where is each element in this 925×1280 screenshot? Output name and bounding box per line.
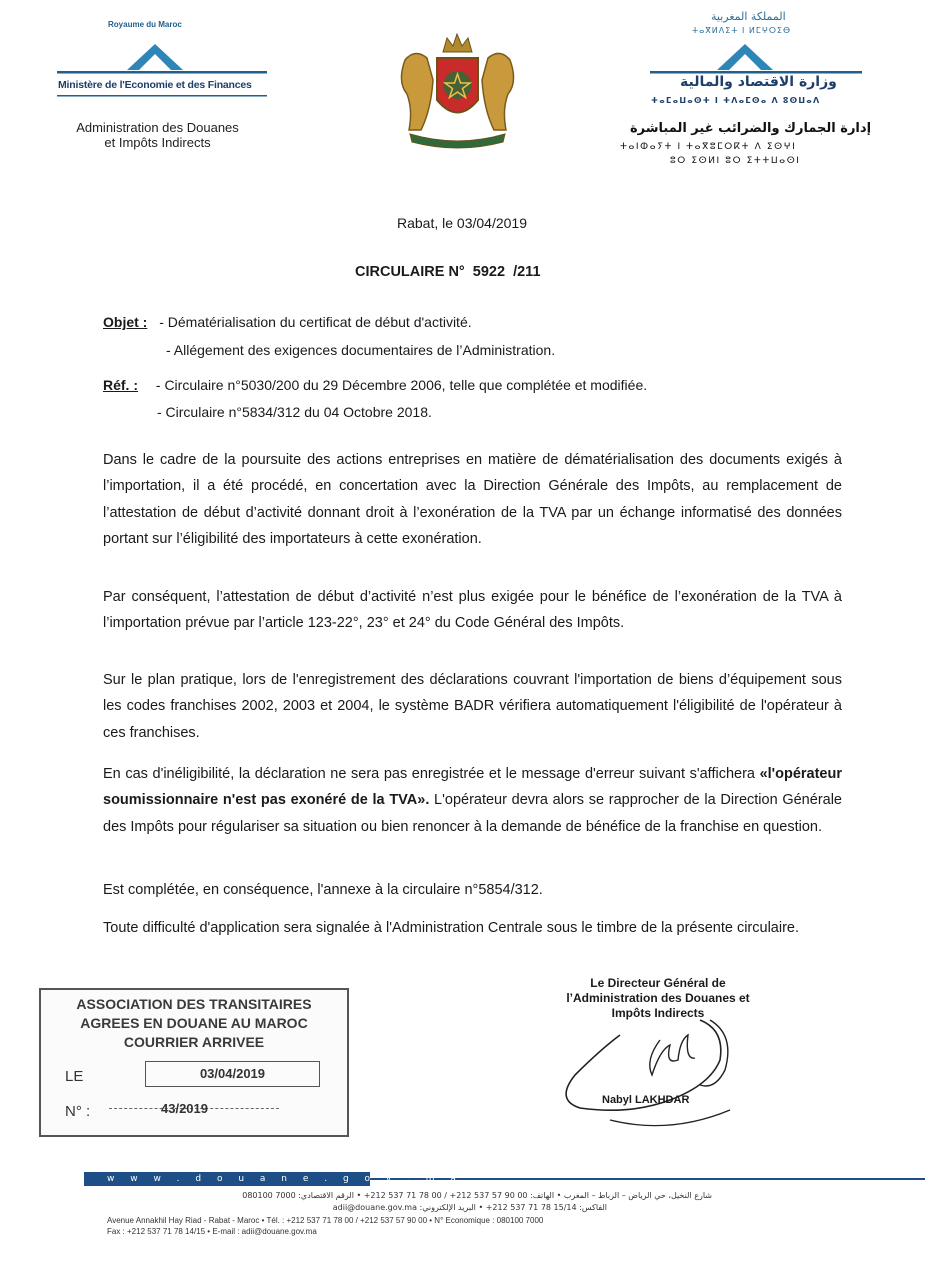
administration-label-tifinagh-2: ⵓⵔ ⵉⵙⵍⵏ ⵓⵔ ⵉⵜⵜⵡⴰⵙⵏ — [670, 156, 801, 166]
stamp-number-value: 43/2019 — [161, 1101, 208, 1116]
kingdom-label-ar: المملكة المغربية — [711, 10, 786, 23]
signatory-title-line-2: l’Administration des Douanes et — [566, 991, 750, 1005]
coat-of-arms-icon — [385, 30, 530, 150]
received-mail-stamp — [39, 988, 349, 1137]
p4-text-before: En cas d'inéligibilité, la déclaration ne sera pas enregistrée et le message d'erreur suivant s'affichera — [103, 766, 760, 782]
ministry-logo-icon — [35, 40, 275, 100]
ref-row-1 — [103, 375, 647, 395]
body-paragraph-6: Toute difficulté d'application sera signalée à l'Administration Centrale sous le timbre de la présente circulaire. — [103, 920, 799, 936]
ref-item-1: - Circulaire n°5030/200 du 29 Décembre 2006, telle que complétée et modifiée. — [155, 377, 648, 393]
footer-contact-fr: Fax : +212 537 71 78 14/15 • E-mail : adii@douane.gov.ma — [107, 1227, 317, 1236]
stamp-line-3: COURRIER ARRIVEE — [123, 1034, 265, 1050]
stamp-header — [41, 995, 347, 1052]
ministry-label-tifinagh: ⵜⴰⵎⴰⵡⴰⵙⵜ ⵏ ⵜⴷⴰⵎⵙⴰ ⴷ ⵓⵙⵡⴰⴷ — [651, 96, 821, 105]
objet-item-2: - Allégement des exigences documentaires de l’Administration. — [166, 342, 556, 358]
body-paragraph-2: Par conséquent, l’attestation de début d’activité n’est plus exigée pour le bénéfice de l’exonération de la TVA à l’importation prévue par l’article 123-22°, 23° et 24° du Code Général des Impôts. — [103, 589, 842, 632]
ref-label: Réf. : — [103, 377, 138, 393]
stamp-line-2: AGREES EN DOUANE AU MAROC — [80, 1015, 308, 1031]
body-paragraph-5: Est complétée, en conséquence, l'annexe à la circulaire n°5854/312. — [103, 882, 543, 898]
signatory-name: Nabyl LAKHDAR — [602, 1094, 690, 1106]
footer-address-ar: شارع النخيل، حي الرياض – الرباط – المغرب • الهاتف: 00 90 57 537 212+ / 00 78 71 537 212+ • الرقم الاقتصادي: 7000 080100 — [242, 1191, 712, 1200]
administration-line-1: Administration des Douanes — [76, 120, 239, 135]
ministry-logo-ar-icon — [650, 40, 890, 100]
objet-item-1: - Dématérialisation du certificat de début d'activité. — [159, 314, 472, 330]
ref-item-2: - Circulaire n°5834/312 du 04 Octobre 2018. — [157, 404, 432, 420]
administration-line-2: et Impôts Indirects — [104, 135, 211, 150]
stamp-date-label: LE — [65, 1068, 84, 1085]
signatory-title-line-3: Impôts Indirects — [611, 1006, 705, 1020]
body-paragraph-1: Dans le cadre de la poursuite des actions entreprises en matière de dématérialisation des documents exigés à l’importation, il a été procédé, en concertation avec la Direction Générale des Impôts, au remplacement de l’attestation de début d’activité donnant droit à l’exonération de la TVA par un échange informatisé des données portant sur l’éligibilité des importateurs à cette exonération. — [103, 452, 842, 547]
ministry-label-ar: وزارة الاقتصاد والمالية — [680, 74, 837, 90]
footer-address-fr: Avenue Annakhil Hay Riad - Rabat - Maroc • Tél. : +212 537 71 78 00 / +212 537 57 90 00 • N° Economique : 080100 7000 — [107, 1216, 544, 1225]
objet-row-1 — [103, 312, 472, 332]
date-line: Rabat, le 03/04/2019 — [397, 215, 527, 231]
circular-title: CIRCULAIRE N° 5922 /211 — [355, 264, 541, 280]
footer-website-link[interactable]: w w w . d o u a n e . g o v . m a — [107, 1174, 463, 1184]
objet-label: Objet : — [103, 314, 148, 330]
kingdom-label-fr: Royaume du Maroc — [108, 20, 182, 29]
error-message-quote: «l'opérateur soumissionnaire n'est pas exonéré de la TVA». — [103, 766, 842, 809]
administration-label-fr — [45, 120, 270, 150]
administration-label-tifinagh-1: ⵜⴰⵏⵀⴰⵢⵜ ⵏ ⵜⴰⴳⵓⵎⵔⴽⵜ ⴷ ⵉⵙⵖⵏ — [620, 142, 797, 152]
body-paragraph-4 — [103, 761, 842, 840]
footer-contact-ar: الفاكس: 15/14 78 71 537 212+ • البريد الإلكتروني: adii@douane.gov.ma — [332, 1203, 607, 1212]
signatory-title-line-1: Le Directeur Général de — [590, 976, 726, 990]
ministry-label-fr: Ministère de l'Economie et des Finances — [58, 79, 252, 91]
body-paragraph-3: Sur le plan pratique, lors de l'enregistrement des déclarations couvrant l'importation de biens d’équipement sous les codes franchises 2002, 2003 et 2004, le système BADR vérifiera automatiquement l'éligibilité de l'opérateur à ces franchises. — [103, 672, 842, 741]
stamp-number-label: N° : — [65, 1103, 91, 1120]
administration-label-ar: إدارة الجمارك والضرائب غير المباشرة — [630, 121, 872, 136]
handwritten-signature-icon — [520, 990, 750, 1140]
stamp-date-value: 03/04/2019 — [145, 1061, 320, 1087]
kingdom-label-tifinagh: ⵜⴰⴳⵍⴷⵉⵜ ⵏ ⵍⵎⵖⵔⵉⴱ — [692, 26, 792, 35]
stamp-line-1: ASSOCIATION DES TRANSITAIRES — [76, 996, 312, 1012]
p4-text-after: L'opérateur devra alors se rapprocher de la Direction Générale des Impôts pour régulariser sa situation ou bien renoncer à la demande de bénéfice de la franchise en question. — [103, 792, 842, 835]
